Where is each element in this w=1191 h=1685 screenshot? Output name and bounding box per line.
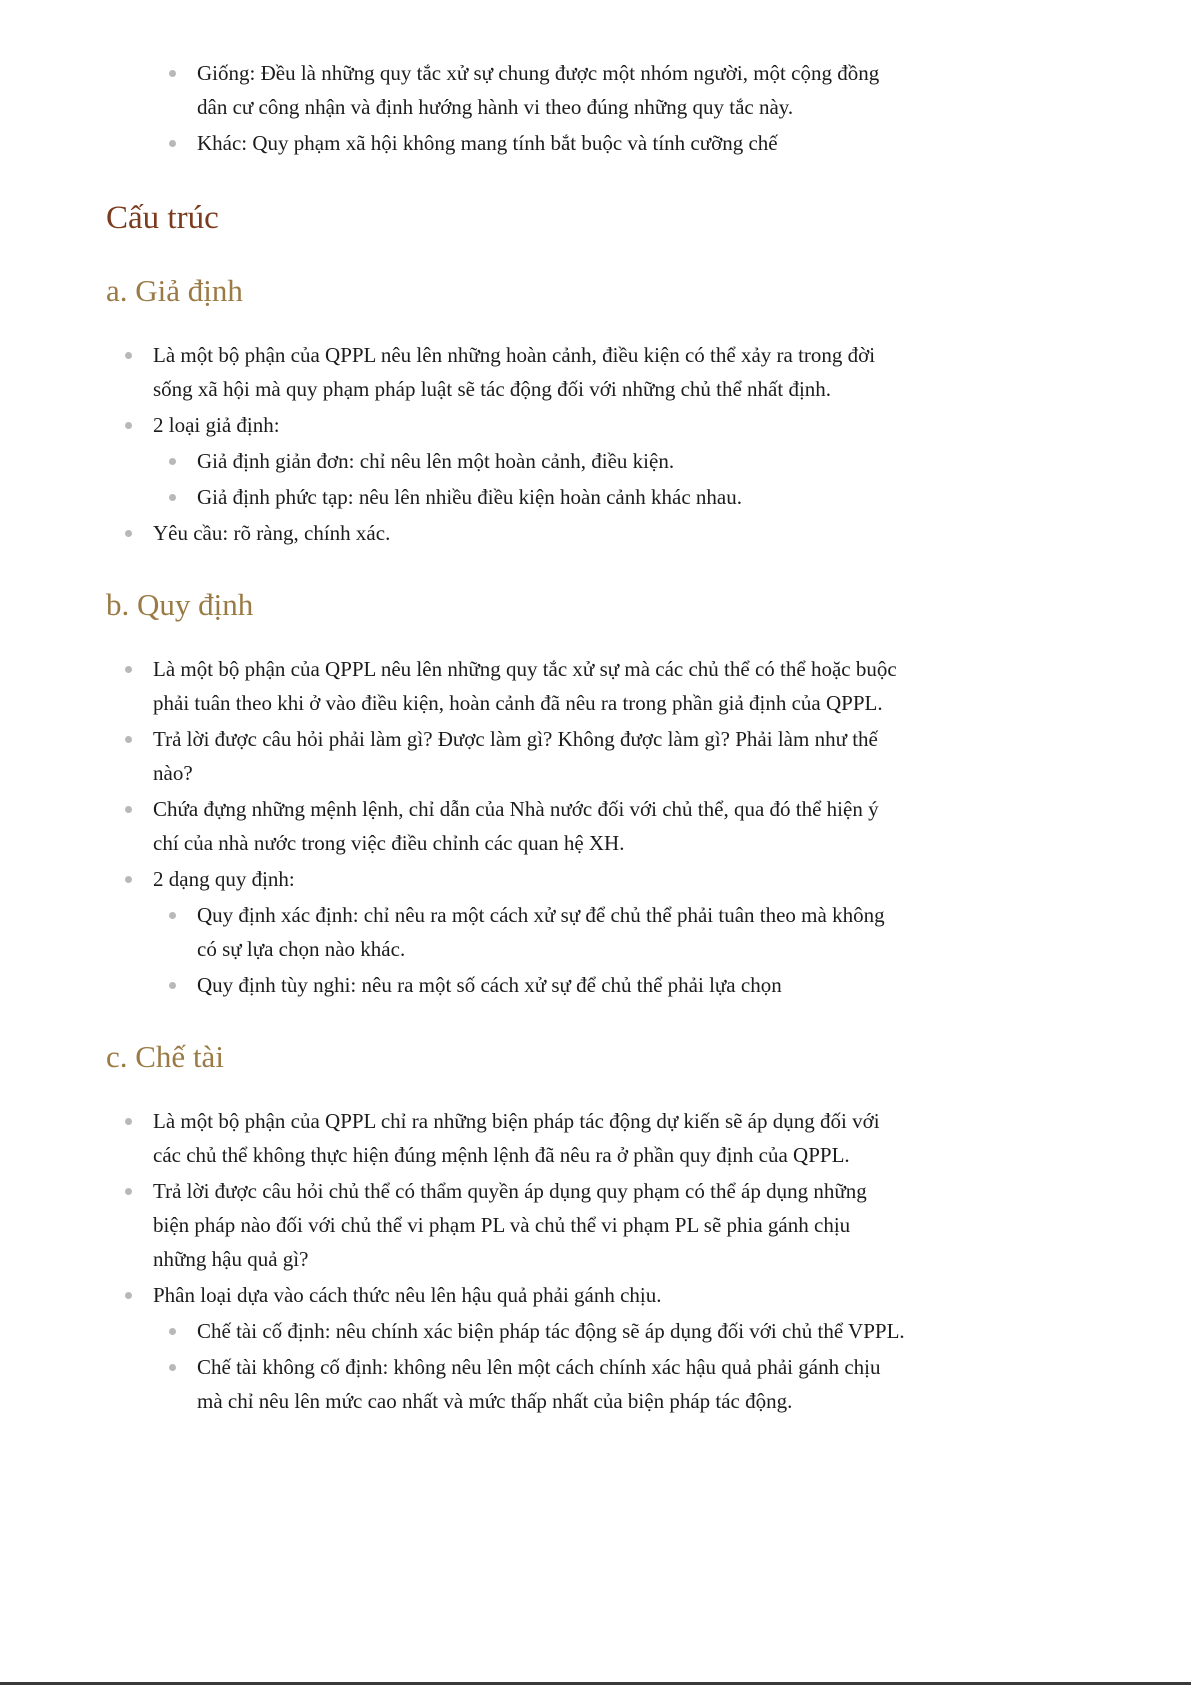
bullet-icon [169, 458, 176, 465]
sub-list-item-text: Quy định tùy nghi: nêu ra một số cách xử sự để chủ thể phải lựa chọn [197, 973, 782, 997]
list-item-text: Là một bộ phận của QPPL nêu lên những quy tắc xử sự mà các chủ thể có thể hoặc buộc phải tuân theo khi ở vào điều kiện, hoàn cảnh đã nêu ra trong phần giả định của QPPL. [153, 657, 897, 715]
sub-list-item-text: Quy định xác định: chỉ nêu ra một cách xử sự để chủ thể phải tuân theo mà không có sự lựa chọn nào khác. [197, 903, 885, 961]
bullet-icon [125, 666, 132, 673]
list-item [106, 126, 906, 160]
list-item-text: Khác: Quy phạm xã hội không mang tính bắt buộc và tính cưỡng chế [197, 131, 778, 155]
sub-list-item [106, 1314, 906, 1348]
subheading-che-tai: c. Chế tài [106, 1039, 224, 1074]
sub-list-item-text: Giả định giản đơn: chỉ nêu lên một hoàn cảnh, điều kiện. [197, 449, 675, 473]
bullet-icon [125, 1188, 132, 1195]
bullet-icon [169, 1328, 176, 1335]
list-item [106, 338, 906, 406]
sub-list-item [106, 968, 906, 1002]
list-item [106, 722, 906, 790]
document-content [106, 56, 906, 1420]
quy-dinh-list [106, 652, 906, 1002]
sub-list-item [106, 444, 906, 478]
sub-list-item [106, 1350, 906, 1418]
list-item-text: Là một bộ phận của QPPL nêu lên những hoàn cảnh, điều kiện có thể xảy ra trong đời sống xã hội mà quy phạm pháp luật sẽ tác động đối với những chủ thể nhất định. [153, 343, 876, 401]
bullet-icon [125, 352, 132, 359]
bullet-icon [125, 1118, 132, 1125]
list-item-text: Là một bộ phận của QPPL chỉ ra những biện pháp tác động dự kiến sẽ áp dụng đối với các chủ thể không thực hiện đúng mệnh lệnh đã nêu ra ở phần quy định của QPPL. [153, 1109, 880, 1167]
list-item-text: Trả lời được câu hỏi phải làm gì? Được làm gì? Không được làm gì? Phải làm như thế nào? [153, 727, 878, 785]
bullet-icon [169, 982, 176, 989]
bullet-icon [169, 140, 176, 147]
bullet-icon [125, 806, 132, 813]
intro-list [106, 56, 906, 160]
bullet-icon [169, 494, 176, 501]
che-tai-list [106, 1104, 906, 1418]
che-tai-sublist [153, 1314, 906, 1418]
sub-list-item-text: Chế tài cố định: nêu chính xác biện pháp tác động sẽ áp dụng đối với chủ thể VPPL. [197, 1319, 905, 1343]
list-item-text: 2 loại giả định: [153, 413, 280, 437]
subheading-gia-dinh: a. Giả định [106, 273, 243, 308]
list-item [106, 1174, 906, 1276]
bullet-icon [125, 422, 132, 429]
bullet-icon [125, 736, 132, 743]
bullet-icon [169, 70, 176, 77]
list-item [106, 1278, 906, 1418]
bullet-icon [125, 530, 132, 537]
list-item-text: Chứa đựng những mệnh lệnh, chỉ dẫn của Nhà nước đối với chủ thể, qua đó thể hiện ý chí của nhà nước trong việc điều chỉnh các quan hệ XH. [153, 797, 879, 855]
list-item [106, 56, 906, 124]
bullet-icon [125, 1292, 132, 1299]
list-item-text: 2 dạng quy định: [153, 867, 295, 891]
bullet-icon [125, 876, 132, 883]
sub-list-item [106, 480, 906, 514]
bullet-icon [169, 1364, 176, 1371]
list-item [106, 792, 906, 860]
list-item-text: Yêu cầu: rõ ràng, chính xác. [153, 521, 391, 545]
list-item-text: Trả lời được câu hỏi chủ thể có thẩm quyền áp dụng quy phạm có thể áp dụng những biện pháp nào đối với chủ thể vi phạm PL và chủ thể vi phạm PL sẽ phia gánh chịu những hậu quả gì? [153, 1179, 867, 1271]
list-item-text: Giống: Đều là những quy tắc xử sự chung được một nhóm người, một cộng đồng dân cư công nhận và định hướng hành vi theo đúng những quy tắc này. [197, 61, 880, 119]
sub-list-item-text: Giả định phức tạp: nêu lên nhiều điều kiện hoàn cảnh khác nhau. [197, 485, 742, 509]
list-item [106, 652, 906, 720]
list-item [106, 408, 906, 514]
section-heading-cau-truc: Cấu trúc [106, 200, 219, 236]
subheading-quy-dinh: b. Quy định [106, 587, 254, 622]
sub-list-item [106, 898, 906, 966]
gia-dinh-list [106, 338, 906, 550]
quy-dinh-sublist [153, 898, 906, 1002]
gia-dinh-sublist [153, 444, 906, 514]
sub-list-item-text: Chế tài không cố định: không nêu lên một cách chính xác hậu quả phải gánh chịu mà chỉ nêu lên mức cao nhất và mức thấp nhất của biện pháp tác động. [197, 1355, 881, 1413]
list-item-text: Phân loại dựa vào cách thức nêu lên hậu quả phải gánh chịu. [153, 1283, 662, 1307]
list-item [106, 516, 906, 550]
list-item [106, 862, 906, 1002]
list-item [106, 1104, 906, 1172]
bullet-icon [169, 912, 176, 919]
